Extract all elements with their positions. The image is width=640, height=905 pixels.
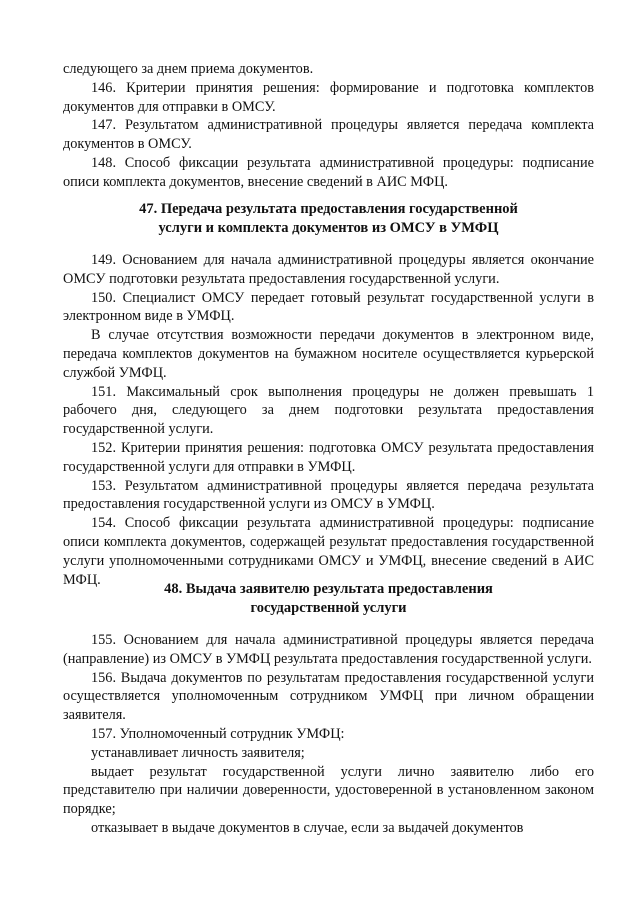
paragraph-149: 149. Основанием для начала административной процедуры является окончание ОМСУ подготовки результата предоставления государственной услуги.: [63, 252, 594, 287]
paragraph-147: 147. Результатом административной процедуры является передача комплекта документов в ОМСУ.: [63, 117, 594, 153]
heading-line: услуги и комплекта документов из ОМСУ в УМФЦ: [158, 219, 499, 236]
section-heading-47: [63, 200, 594, 238]
section-body-48: [63, 631, 594, 838]
paragraph-151: 151. Максимальный срок выполнения процедуры не должен превышать 1 рабочего дня, следующего за днем подготовки результата предоставления государственной услуги.: [63, 383, 594, 438]
paragraph-154: 154. Способ фиксации результата административной процедуры: подписание описи комплекта документов, содержащей результат предоставления государственной услуги уполномоченными сотрудниками ОМСУ и УМФЦ, внесение сведений в АИС МФЦ.: [63, 515, 594, 588]
list-item: устанавливает личность заявителя;: [91, 744, 305, 761]
section-heading-48: [63, 580, 594, 618]
list-item: выдает результат государственной услуги лично заявителю либо его представителю при наличии доверенности, удостоверенной в установленном законом порядке;: [63, 763, 594, 818]
paragraph-150: 150. Специалист ОМСУ передает готовый результат государственной услуги в электронном виде в УМФЦ.: [63, 289, 594, 325]
heading-line: государственной услуги: [250, 599, 407, 616]
section-body-47: [63, 251, 594, 589]
paragraph-155: 155. Основанием для начала административной процедуры является передача (направление) из ОМСУ в УМФЦ результата предоставления государственной услуги.: [63, 632, 594, 667]
paragraph-153: 153. Результатом административной процедуры является передача результата предоставления государственной услуги из ОМСУ в УМФЦ.: [63, 477, 594, 513]
paragraph: следующего за днем приема документов.: [63, 61, 314, 77]
paragraph-157: 157. Уполномоченный сотрудник УМФЦ:: [91, 725, 345, 742]
paragraph-146: 146. Критерии принятия решения: формирование и подготовка комплектов документов для отправки в ОМСУ.: [63, 79, 594, 115]
paragraph-continuation: [63, 60, 594, 192]
paragraph-148: 148. Способ фиксации результата административной процедуры: подписание описи комплекта документов, внесение сведений в АИС МФЦ.: [63, 154, 594, 190]
paragraph-150-note: В случае отсутствия возможности передачи документов в электронном виде, передача комплектов документов на бумажном носителе осуществляется курьерской службой УМФЦ.: [63, 327, 594, 381]
heading-line: 48. Выдача заявителю результата предоставления: [164, 581, 493, 597]
paragraph-156: 156. Выдача документов по результатам предоставления государственной услуги осуществляется уполномоченным сотрудником УМФЦ при личном обращении заявителя.: [63, 669, 594, 724]
list-item: отказывает в выдаче документов в случае, если за выдачей документов: [91, 819, 524, 836]
paragraph-152: 152. Критерии принятия решения: подготовка ОМСУ результата предоставления государственной услуги для отправки в УМФЦ.: [63, 439, 594, 475]
heading-line: 47. Передача результата предоставления государственной: [139, 201, 518, 217]
